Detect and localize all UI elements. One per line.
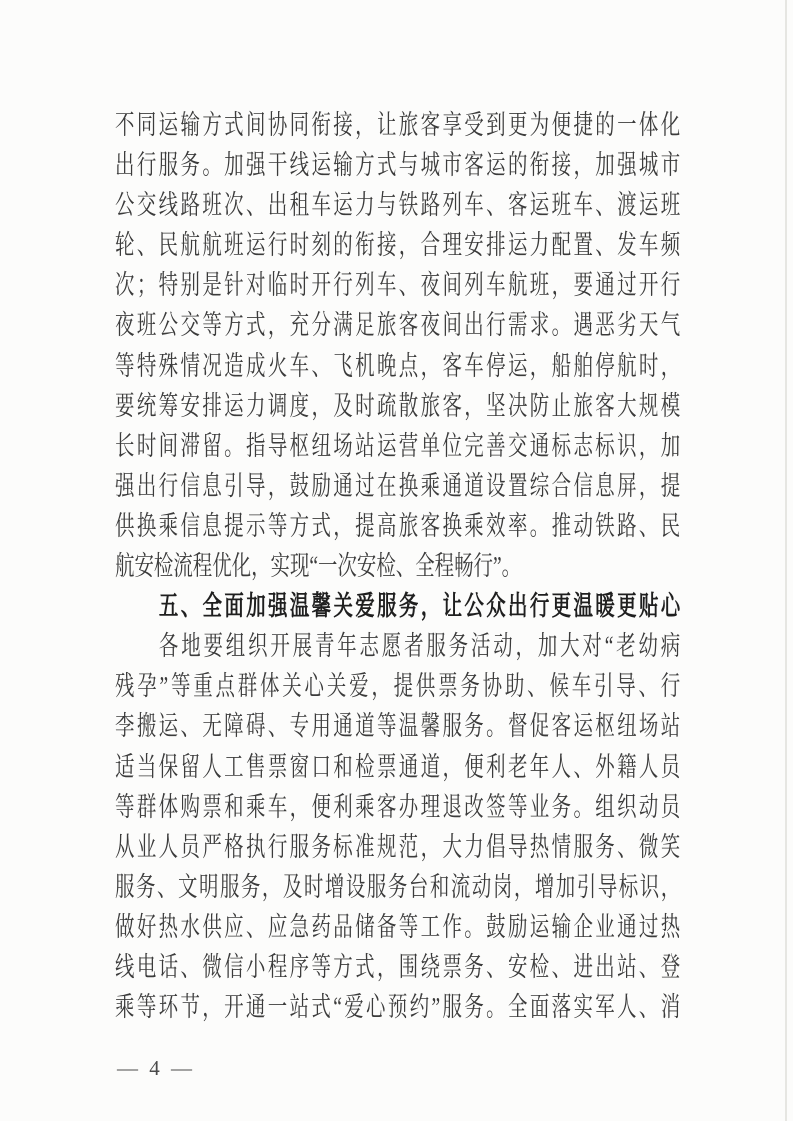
text-line: 出行服务。加强干线运输方式与城市客运的衔接，加强城市 [115, 150, 681, 181]
text-line: 适当保留人工售票窗口和检票通道，便利老年人、外籍人员 [115, 751, 681, 782]
text-line: 次；特别是针对临时开行列车、夜间列车航班，要通过开行 [115, 270, 681, 301]
text-line: 公交线路班次、出租车运力与铁路列车、客运班车、渡运班 [115, 190, 681, 221]
text-line: 不同运输方式间协同衔接，让旅客享受到更为便捷的一体化 [115, 110, 681, 140]
text-line: 夜班公交等方式，充分满足旅客夜间出行需求。遇恶劣天气 [115, 310, 681, 341]
text-line: 要统筹安排运力调度，及时疏散旅客，坚决防止旅客大规模 [115, 390, 681, 421]
text-line: 航安检流程优化，实现“一次安检、全程畅行”。 [115, 551, 522, 582]
text-line: 强出行信息引导，鼓励通过在换乘通道设置综合信息屏，提 [115, 470, 681, 501]
text-line: 供换乘信息提示等方式，提高旅客换乘效率。推动铁路、民 [115, 510, 681, 541]
text-line: 残孕”等重点群体关心关爱，提供票务协助、候车引导、行 [115, 671, 681, 702]
text-line: 乘等环节，开通一站式“爱心预约”服务。全面落实军人、消 [115, 992, 681, 1023]
scan-edge-artifact [785, 0, 787, 1121]
page-number: — 4 — [117, 1056, 195, 1080]
text-line: 长时间滞留。指导枢纽场站运营单位完善交通标志标识，加 [115, 430, 681, 461]
text-line: 等特殊情况造成火车、飞机晚点，客车停运，船舶停航时， [115, 350, 681, 381]
document-body [115, 105, 680, 1027]
text-line: 线电话、微信小程序等方式，围绕票务、安检、进出站、登 [115, 951, 681, 982]
text-line: 服务、文明服务，及时增设服务台和流动岗，增加引导标识， [115, 871, 681, 902]
text-line: 李搬运、无障碍、专用通道等温馨服务。督促客运枢纽场站 [115, 711, 681, 742]
text-line: 轮、民航航班运行时刻的衔接，合理安排运力配置、发车频 [115, 230, 681, 261]
text-line: 从业人员严格执行服务标准规范，大力倡导热情服务、微笑 [115, 831, 681, 862]
section-heading: 五、全面加强温馨关爱服务，让公众出行更温暖更贴心 [158, 591, 681, 622]
text-line: 各地要组织开展青年志愿者服务活动，加大对“老幼病 [158, 631, 681, 662]
text-line: 等群体购票和乘车，便利乘客办理退改签等业务。组织动员 [115, 791, 681, 822]
text-line: 做好热水供应、应急药品储备等工作。鼓励运输企业通过热 [115, 911, 681, 942]
